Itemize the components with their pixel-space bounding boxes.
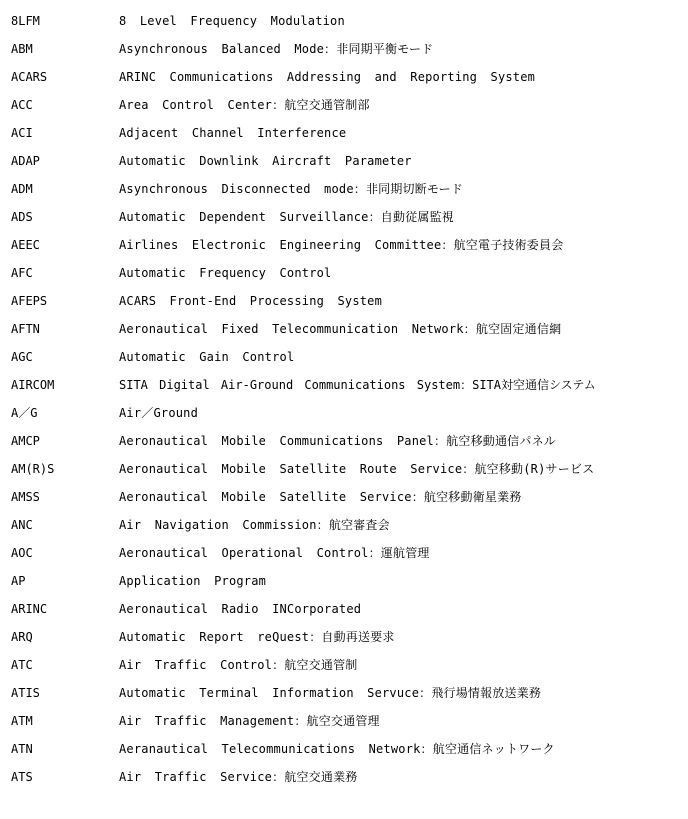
list-item [11,123,686,151]
list-item [11,263,686,291]
list-item [11,739,686,767]
abbreviation: ACI [11,126,33,140]
definition: Automatic Terminal Information Servuce：飛行場情報放送業務 [119,686,542,700]
abbreviation: AEEC [11,238,40,252]
list-item [11,403,686,431]
list-item [11,179,686,207]
list-item [11,431,686,459]
abbreviation: ANC [11,518,33,532]
abbreviation: ADAP [11,154,40,168]
list-item [11,347,686,375]
definition: Automatic Gain Control [119,350,295,364]
list-item [11,683,686,711]
definition: ACARS Front-End Processing System [119,294,383,308]
list-item [11,711,686,739]
abbreviation: AP [11,574,26,588]
definition: Area Control Center：航空交通管制部 [119,98,370,112]
abbreviation: ACC [11,98,33,112]
abbreviation: 8LFM [11,14,40,28]
list-item [11,291,686,319]
abbreviation: ABM [11,42,33,56]
definition: Adjacent Channel Interference [119,126,347,140]
abbreviation: AMCP [11,434,40,448]
abbreviation: ADM [11,182,33,196]
abbreviation: AFEPS [11,294,48,308]
definition: Air Navigation Commission：航空審査会 [119,518,390,532]
definition: SITA Digital Air-Ground Communications System：SITA対空通信システム [119,378,596,392]
abbreviation: AM(R)S [11,462,55,476]
list-item [11,11,686,39]
definition: Air Traffic Management：航空交通管理 [119,714,380,728]
list-item [11,375,686,403]
list-item [11,627,686,655]
abbreviation: AFC [11,266,33,280]
list-item [11,543,686,571]
abbreviation: ATIS [11,686,40,700]
definition: Aeronautical Radio INCorporated [119,602,362,616]
abbreviation: ADS [11,210,33,224]
abbreviation: ATS [11,770,33,784]
abbreviation: AGC [11,350,33,364]
glossary-list [11,11,686,795]
definition: Automatic Frequency Control [119,266,332,280]
definition: Automatic Report reQuest：自動再送要求 [119,630,395,644]
list-item [11,515,686,543]
abbreviation: ACARS [11,70,48,84]
definition: Automatic Dependent Surveillance：自動従属監視 [119,210,454,224]
abbreviation: ATN [11,742,33,756]
definition: Airlines Electronic Engineering Committee：航空電子技術委員会 [119,238,564,252]
list-item [11,655,686,683]
list-item [11,487,686,515]
abbreviation: AFTN [11,322,40,336]
list-item [11,207,686,235]
definition: Application Program [119,574,267,588]
definition: Air Traffic Service：航空交通業務 [119,770,358,784]
abbreviation: A／G [11,406,38,420]
list-item [11,319,686,347]
list-item [11,459,686,487]
definition: Air／Ground [119,406,199,420]
definition: ARINC Communications Addressing and Reporting System [119,70,536,84]
definition: Aeronautical Mobile Communications Panel：航空移動通信パネル [119,434,556,448]
definition: Automatic Downlink Aircraft Parameter [119,154,412,168]
abbreviation: ATM [11,714,33,728]
definition: Aeronautical Fixed Telecommunication Network：航空固定通信網 [119,322,562,336]
list-item [11,571,686,599]
definition: Aeronautical Mobile Satellite Route Service：航空移動(R)サービス [119,462,595,476]
list-item [11,39,686,67]
list-item [11,95,686,123]
definition: Asynchronous Disconnected mode：非同期切断モード [119,182,464,196]
definition: Aeronautical Mobile Satellite Service：航空移動衛星業務 [119,490,522,504]
list-item [11,235,686,263]
definition: Asynchronous Balanced Mode：非同期平衡モード [119,42,434,56]
abbreviation: ARINC [11,602,48,616]
list-item [11,599,686,627]
definition: Aeranautical Telecommunications Network：航空通信ネットワーク [119,742,555,756]
definition: 8 Level Frequency Modulation [119,14,345,28]
abbreviation: ATC [11,658,33,672]
list-item [11,67,686,95]
abbreviation: AOC [11,546,33,560]
definition: Air Traffic Control：航空交通管制 [119,658,358,672]
abbreviation: AMSS [11,490,40,504]
definition: Aeronautical Operational Control：運航管理 [119,546,430,560]
abbreviation: AIRCOM [11,378,55,392]
list-item [11,151,686,179]
list-item [11,767,686,795]
abbreviation: ARQ [11,630,33,644]
